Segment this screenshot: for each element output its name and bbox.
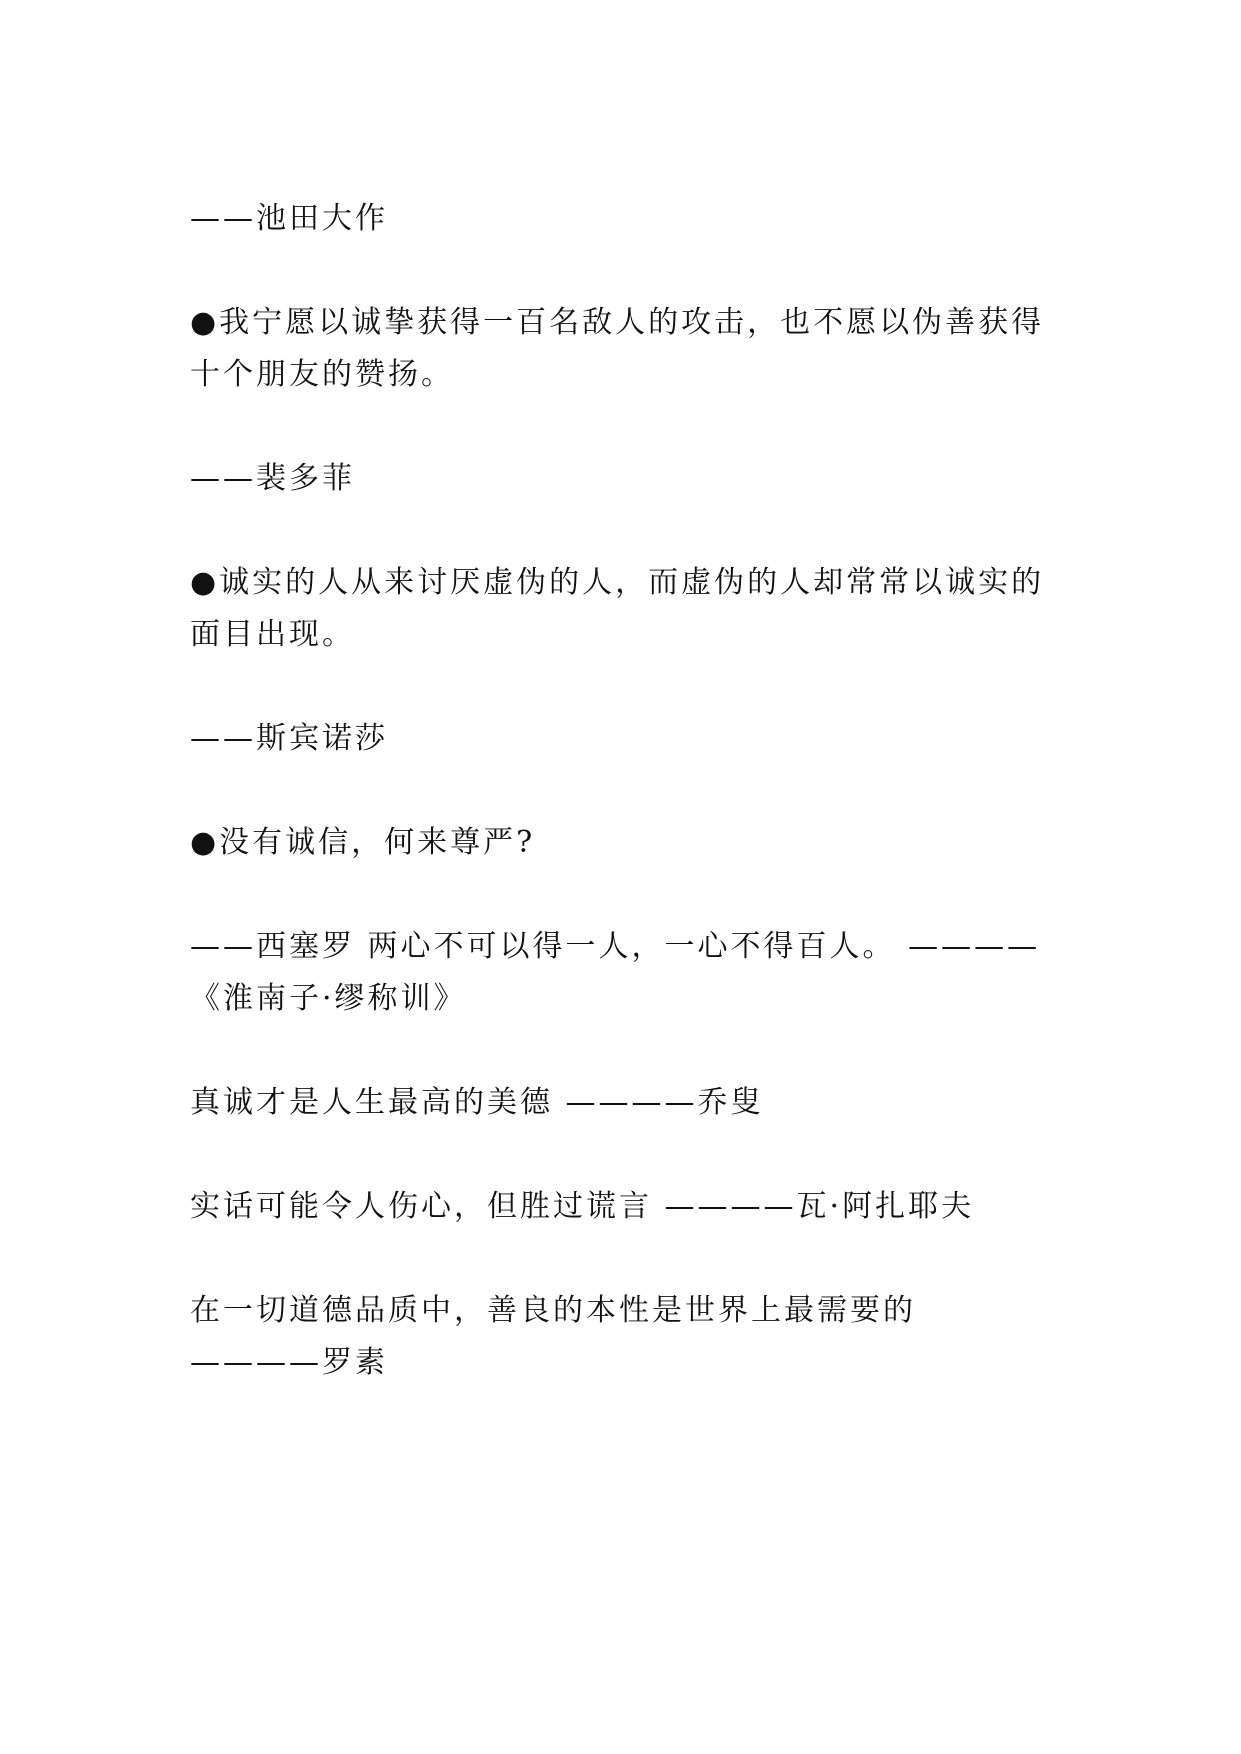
quote-text-line: 实话可能令人伤心，但胜过谎言 ————瓦·阿扎耶夫 [190,1189,975,1224]
quote-text-line: 面目出现。 [190,617,355,652]
quote-attribution-spinoza: ——斯宾诺莎 [190,721,388,756]
quote-text-line: 真诚才是人生最高的美德 ————乔叟 [190,1085,764,1120]
quote-text-line: 十个朋友的赞扬。 [190,357,454,392]
quote-attribution-cicero: ——西塞罗 两心不可以得一人，一心不得百人。 ———— [190,929,1041,964]
quote-text-line: 在一切道德品质中，善良的本性是世界上最需要的 [190,1293,916,1328]
quote-text-line: ●我宁愿以诚挚获得一百名敌人的攻击，也不愿以伪善获得 [190,305,1045,340]
quote-source-huainanzi: 《淮南子·缪称训》 [190,981,467,1016]
quote-attribution-russell: ————罗素 [190,1345,388,1380]
quote-text-line: ●没有诚信，何来尊严? [190,825,536,860]
quote-text-line: ●诚实的人从来讨厌虚伪的人，而虚伪的人却常常以诚实的 [190,565,1045,600]
quote-attribution-petofi: ——裴多菲 [190,461,355,496]
quote-attribution-ikeda: ——池田大作 [190,201,388,236]
